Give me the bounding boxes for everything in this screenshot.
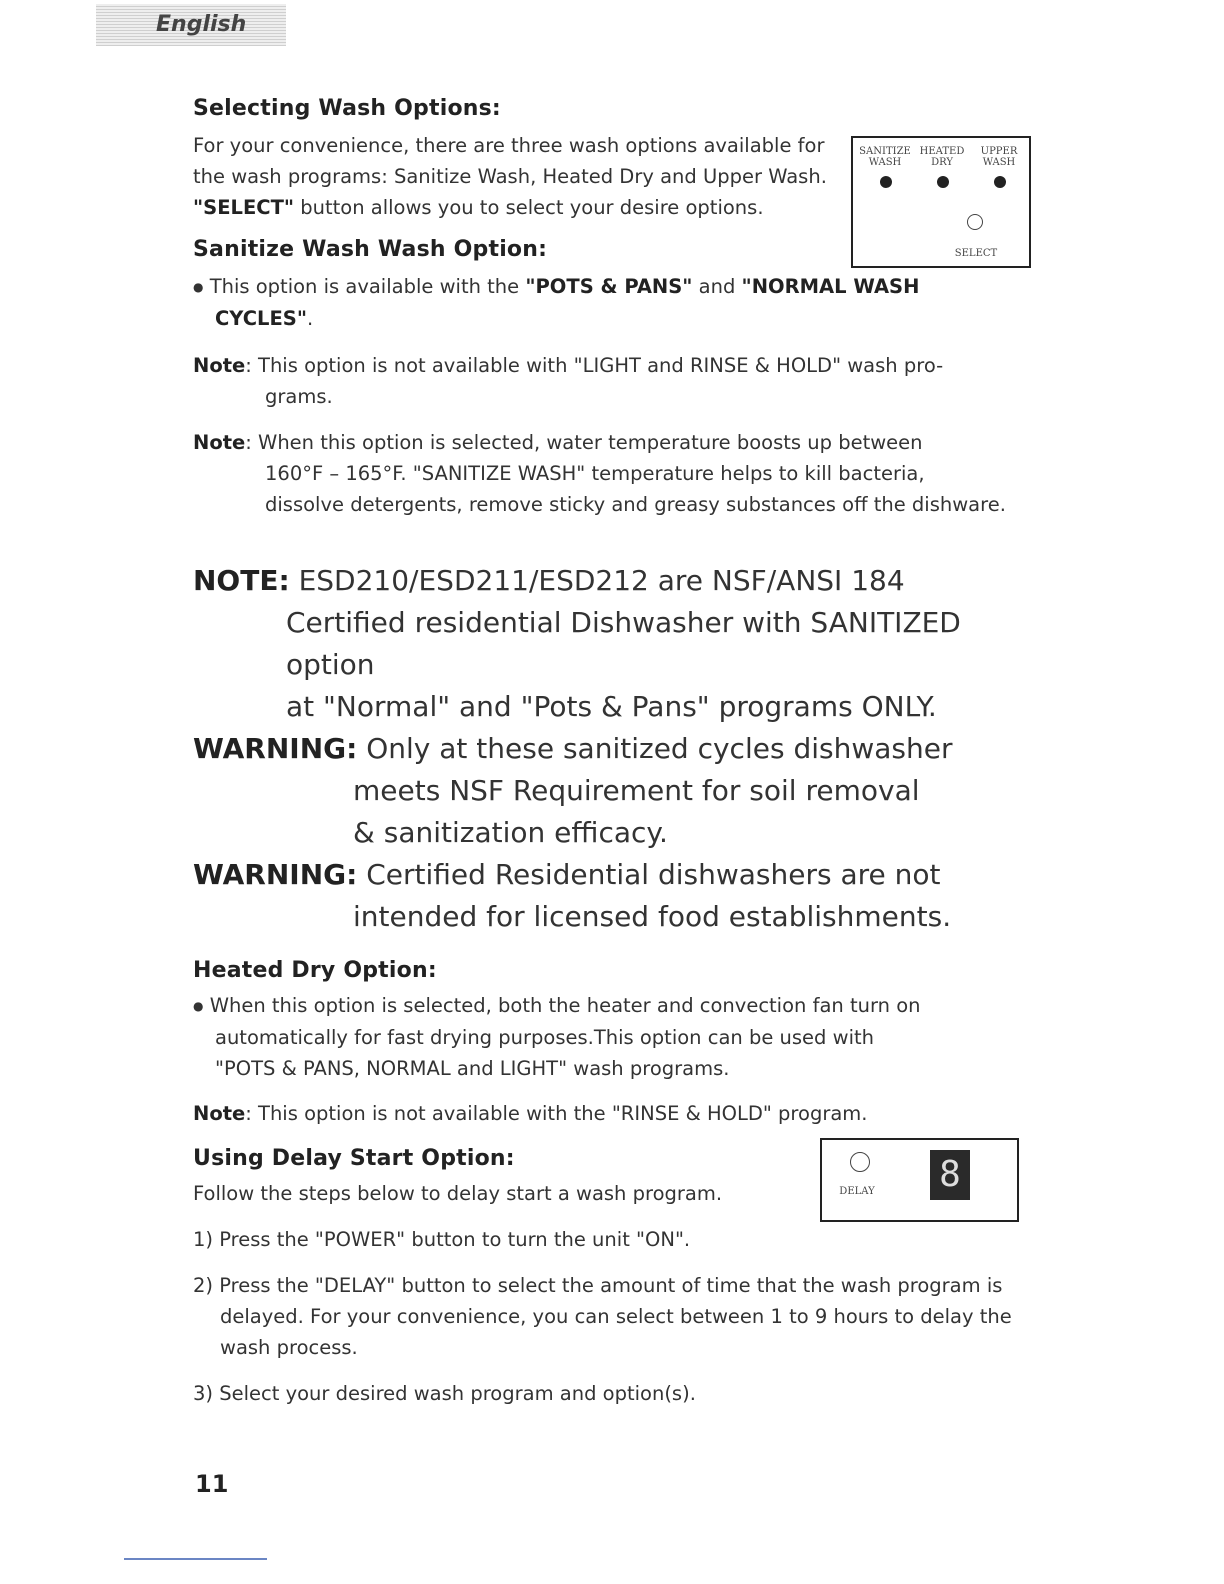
sanitize-bullet — [193, 271, 1013, 334]
certification-notice — [193, 560, 1033, 938]
wash-options-line-3 — [193, 192, 853, 223]
heated-dry-label: HEATED DRY — [919, 146, 965, 168]
note-1-text-b: grams. — [265, 385, 333, 408]
note-label: Note — [193, 431, 246, 454]
warning-2-text-1: Certified Residential dishwashers are not — [357, 858, 941, 891]
sanitize-note-2 — [193, 427, 1023, 520]
warning-label: WARNING: — [193, 732, 358, 765]
sanitize-bullet-line-2 — [193, 303, 1013, 334]
sanitize-wash-label: SANITIZE WASH — [859, 146, 911, 168]
warning-2-text-2: intended for licensed food establishments. — [353, 900, 952, 933]
delay-step-1: 1) Press the "POWER" button to turn the unit "ON". — [193, 1228, 691, 1251]
wash-options-line-1: For your convenience, there are three wash options available for — [193, 134, 825, 157]
select-label: SELECT — [954, 248, 998, 259]
footer-divider — [124, 1558, 267, 1560]
note-label: Note — [193, 354, 246, 377]
note-2-text-a: : When this option is selected, water temperature boosts up between — [245, 431, 923, 454]
notice-text-3: at "Normal" and "Pots & Pans" programs ONLY. — [286, 690, 937, 723]
cycles-word: CYCLES" — [215, 307, 307, 330]
delay-intro: Follow the steps below to delay start a wash program. — [193, 1182, 723, 1205]
notice-text-1: ESD210/ESD211/ESD212 are NSF/ANSI 184 — [289, 564, 905, 597]
warning-1-text-1: Only at these sanitized cycles dishwasher — [357, 732, 953, 765]
and-word: and — [692, 275, 742, 298]
heated-dry-text-2: automatically for fast drying purposes.This option can be used with — [215, 1026, 875, 1049]
sanitize-bullet-line-1 — [193, 271, 1013, 303]
sanitize-note-2-line-1 — [193, 427, 1023, 458]
period: . — [307, 307, 314, 330]
heated-dry-line-1 — [193, 990, 993, 1022]
delay-panel — [820, 1138, 1019, 1222]
wash-options-panel — [851, 136, 1031, 268]
note-1-text-a: : This option is not available with "LIGHT and RINSE & HOLD" wash pro- — [245, 354, 944, 377]
select-button-icon — [967, 214, 983, 230]
delay-display-digit: 8 — [939, 1154, 961, 1195]
select-word: "SELECT" — [193, 196, 295, 219]
heated-dry-indicator-icon — [937, 176, 949, 188]
warning-1-text-3: & sanitization efficacy. — [353, 816, 668, 849]
heated-dry-text-3: "POTS & PANS, NORMAL and LIGHT" wash programs. — [215, 1057, 730, 1080]
heated-dry-bullet — [193, 990, 993, 1084]
wash-options-line-3-rest: button allows you to select your desire options. — [294, 196, 764, 219]
wash-options-text — [193, 130, 853, 223]
warning-1-line-1 — [193, 728, 1033, 770]
bullet-icon: ● — [193, 999, 204, 1013]
sanitize-bullet-text: This option is available with the — [209, 275, 526, 298]
delay-step-2-line-2: delayed. For your convenience, you can select between 1 to 9 hours to delay the — [220, 1305, 1012, 1328]
heated-dry-note-text: : This option is not available with the "RINSE & HOLD" program. — [245, 1102, 868, 1125]
pots-pans-word: "POTS & PANS" — [525, 275, 693, 298]
delay-display — [930, 1150, 970, 1200]
delay-step-2-line-3: wash process. — [220, 1336, 358, 1359]
note-2-text-b: 160°F – 165°F. "SANITIZE WASH" temperature helps to kill bacteria, — [265, 462, 925, 485]
note-2-text-c: dissolve detergents, remove sticky and greasy substances off the dishware. — [265, 493, 1006, 516]
upper-wash-label: UPPER WASH — [980, 146, 1018, 168]
delay-step-3: 3) Select your desired wash program and option(s). — [193, 1382, 696, 1405]
language-tab — [96, 4, 286, 46]
notice-text-2: Certified residential Dishwasher with SANITIZED option — [286, 606, 961, 681]
delay-heading: Using Delay Start Option: — [193, 1146, 515, 1171]
delay-step-2-line-1: 2) Press the "DELAY" button to select the amount of time that the wash program is — [193, 1274, 1003, 1297]
normal-wash-word: "NORMAL WASH — [741, 275, 920, 298]
sanitize-note-1-line-1 — [193, 350, 1013, 381]
delay-label: DELAY — [839, 1186, 875, 1197]
notice-line-1 — [193, 560, 1033, 602]
wash-options-line-2: the wash programs: Sanitize Wash, Heated Dry and Upper Wash. — [193, 165, 827, 188]
note-label: Note — [193, 1102, 246, 1125]
sanitize-heading: Sanitize Wash Wash Option: — [193, 237, 548, 262]
wash-options-heading: Selecting Wash Options: — [193, 96, 501, 121]
heated-dry-heading: Heated Dry Option: — [193, 958, 437, 983]
delay-step-2 — [193, 1270, 1033, 1363]
warning-1-text-2: meets NSF Requirement for soil removal — [353, 774, 920, 807]
language-tab-label: English — [156, 12, 247, 37]
notice-label: NOTE: — [193, 564, 290, 597]
sanitize-wash-indicator-icon — [880, 176, 892, 188]
warning-2-line-1 — [193, 854, 1033, 896]
heated-dry-text-1: When this option is selected, both the heater and convection fan turn on — [209, 994, 921, 1017]
upper-wash-indicator-icon — [994, 176, 1006, 188]
page-number: 11 — [195, 1470, 229, 1498]
delay-button-icon — [850, 1152, 870, 1172]
sanitize-note-1 — [193, 350, 1013, 412]
heated-dry-note — [193, 1098, 993, 1129]
bullet-icon: ● — [193, 280, 204, 294]
warning-label: WARNING: — [193, 858, 358, 891]
